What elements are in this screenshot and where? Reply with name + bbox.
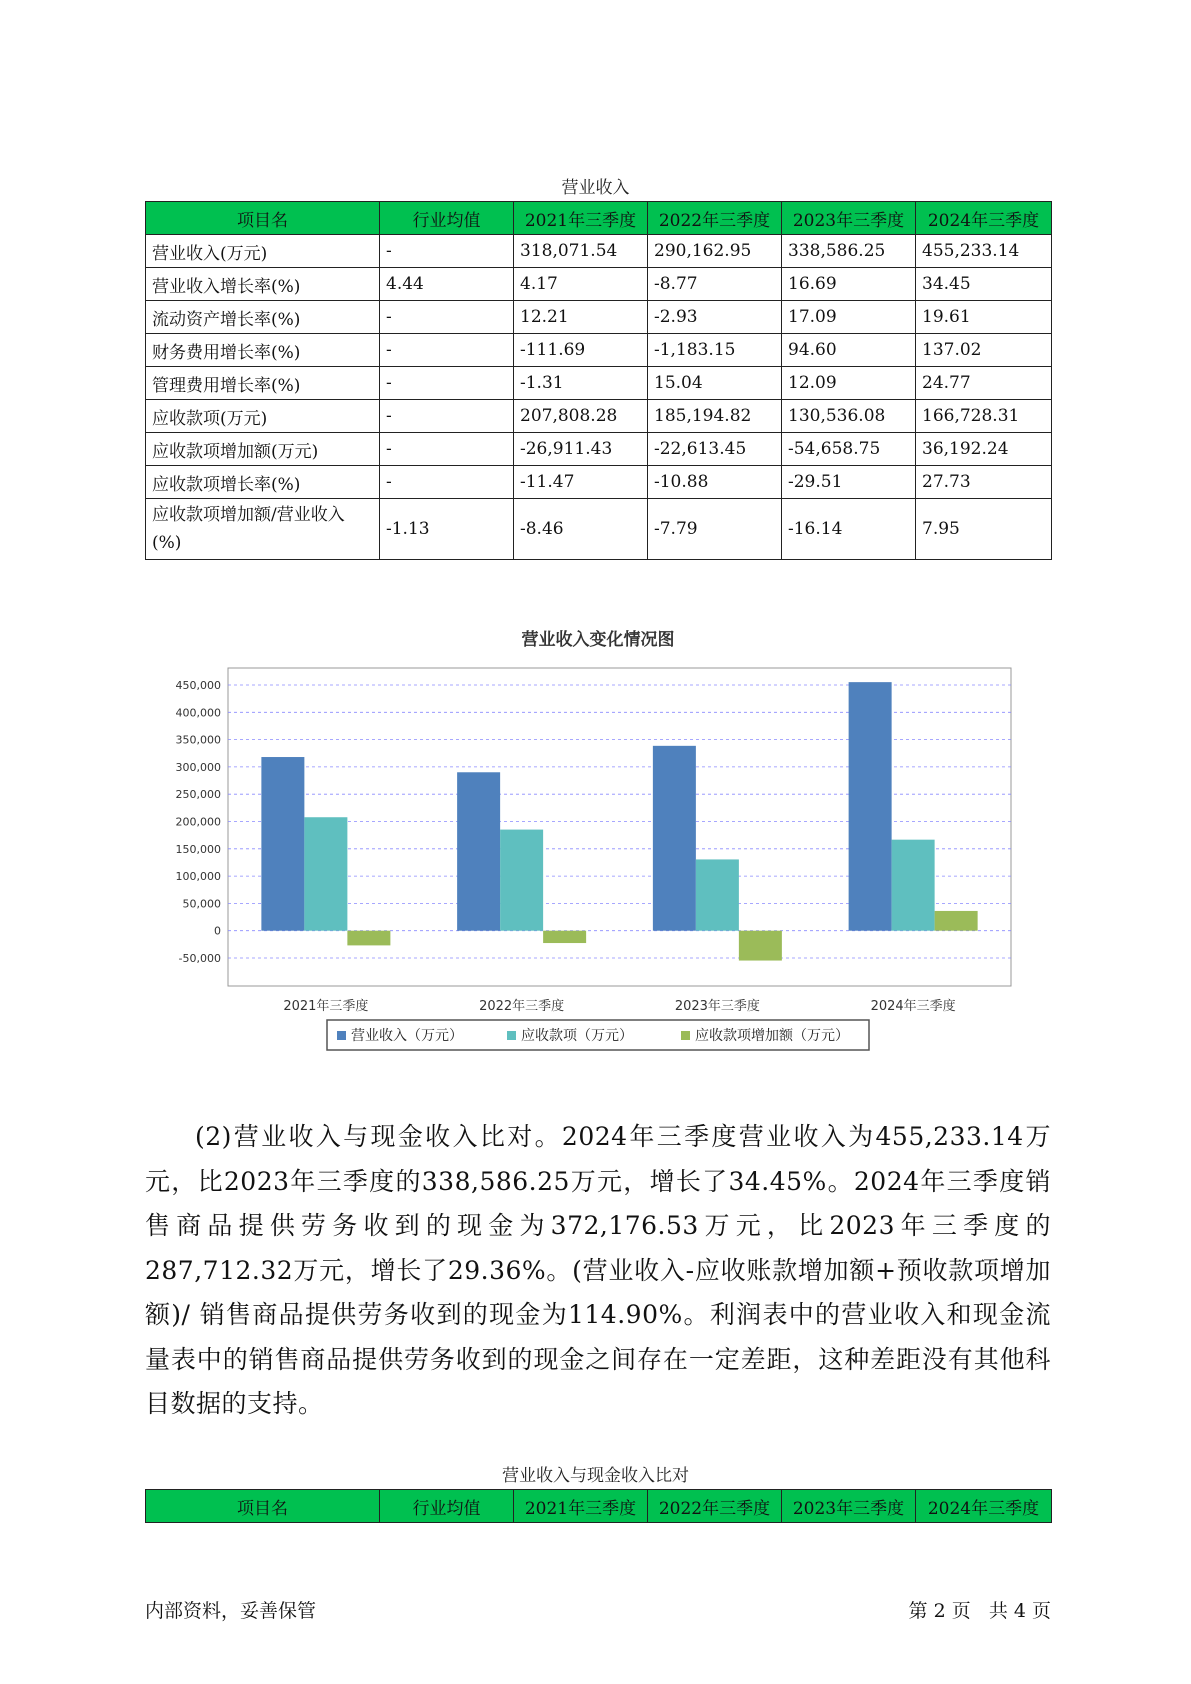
table-cell: 318,071.54 [514, 235, 648, 268]
table-row [146, 367, 1052, 400]
table-row [146, 334, 1052, 367]
column-header: 项目名 [146, 202, 380, 235]
row-label: 应收款项(万元) [146, 400, 380, 433]
analysis-paragraph [145, 1115, 1051, 1427]
table-row [146, 433, 1052, 466]
row-label: 应收款项增加额/营业收入(%) [146, 499, 380, 560]
row-label: 应收款项增加额(万元) [146, 433, 380, 466]
bar [500, 830, 543, 931]
column-header: 2024年三季度 [916, 202, 1052, 235]
x-tick-label: 2024年三季度 [870, 999, 956, 1014]
table-row [146, 466, 1052, 499]
chart-title: 营业收入变化情况图 [521, 630, 675, 650]
row-label: 流动资产增长率(%) [146, 301, 380, 334]
revenue-cash-table [145, 1489, 1052, 1523]
bar [935, 911, 978, 931]
row-label: 管理费用增长率(%) [146, 367, 380, 400]
revenue-chart [145, 620, 1051, 1070]
table-cell: 207,808.28 [514, 400, 648, 433]
table-cell: - [380, 334, 514, 367]
row-label: 应收款项增长率(%) [146, 466, 380, 499]
bar [739, 931, 782, 961]
chart-svg [145, 620, 1051, 1070]
y-tick-label: 200,000 [175, 815, 221, 829]
table-cell: 24.77 [916, 367, 1052, 400]
table-cell: - [380, 400, 514, 433]
table-cell: -11.47 [514, 466, 648, 499]
legend-label: 应收款项增加额（万元） [695, 1028, 849, 1044]
table-cell: 16.69 [782, 268, 916, 301]
table-cell: -8.46 [514, 499, 648, 560]
table-row [146, 301, 1052, 334]
legend-label: 应收款项（万元） [521, 1028, 633, 1044]
table-cell: -2.93 [648, 301, 782, 334]
column-header: 项目名 [146, 1490, 380, 1523]
footer-page-number: 第 2 页 共 4 页 [908, 1600, 1051, 1622]
bar [347, 931, 390, 946]
x-tick-label: 2023年三季度 [674, 999, 760, 1014]
table-cell: 12.09 [782, 367, 916, 400]
y-tick-label: 100,000 [175, 870, 221, 884]
table-header-row [146, 202, 1052, 235]
revenue-table [145, 201, 1052, 560]
row-label: 营业收入(万元) [146, 235, 380, 268]
table-cell: 185,194.82 [648, 400, 782, 433]
table-row [146, 400, 1052, 433]
column-header: 2021年三季度 [514, 1490, 648, 1523]
table-cell: -8.77 [648, 268, 782, 301]
bar [304, 817, 347, 930]
table-row [146, 499, 1052, 560]
table-cell: - [380, 235, 514, 268]
bar [653, 746, 696, 931]
bar [696, 859, 739, 930]
table-cell: 137.02 [916, 334, 1052, 367]
table-cell: -1,183.15 [648, 334, 782, 367]
bar [543, 931, 586, 943]
y-tick-label: 350,000 [175, 733, 221, 747]
table-cell: 338,586.25 [782, 235, 916, 268]
table-header-row [146, 1490, 1052, 1523]
bar [849, 682, 892, 931]
table-cell: 7.95 [916, 499, 1052, 560]
column-header: 2022年三季度 [648, 1490, 782, 1523]
table-cell: -1.13 [380, 499, 514, 560]
legend-swatch [507, 1031, 516, 1040]
table-row [146, 268, 1052, 301]
footer-left: 内部资料，妥善保管 [145, 1600, 317, 1622]
column-header: 2023年三季度 [782, 1490, 916, 1523]
table-cell: 27.73 [916, 466, 1052, 499]
y-tick-label: 400,000 [175, 706, 221, 720]
table-cell: 15.04 [648, 367, 782, 400]
table-cell: - [380, 367, 514, 400]
row-label: 财务费用增长率(%) [146, 334, 380, 367]
table-cell: 34.45 [916, 268, 1052, 301]
table-cell: -16.14 [782, 499, 916, 560]
table-cell: 4.17 [514, 268, 648, 301]
y-tick-label: 0 [214, 924, 221, 938]
y-tick-label: 150,000 [175, 842, 221, 856]
table-cell: 17.09 [782, 301, 916, 334]
table-cell: 19.61 [916, 301, 1052, 334]
legend-swatch [337, 1031, 346, 1040]
table-cell: -54,658.75 [782, 433, 916, 466]
column-header: 行业均值 [380, 202, 514, 235]
table-cell: 12.21 [514, 301, 648, 334]
table-caption: 营业收入 [561, 178, 630, 198]
x-tick-label: 2022年三季度 [479, 999, 565, 1014]
table-cell: 290,162.95 [648, 235, 782, 268]
table-cell: -22,613.45 [648, 433, 782, 466]
legend-label: 营业收入（万元） [351, 1028, 463, 1044]
y-tick-label: 300,000 [175, 760, 221, 774]
bar [892, 840, 935, 931]
row-label: 营业收入增长率(%) [146, 268, 380, 301]
table-cell: - [380, 301, 514, 334]
table-cell: -29.51 [782, 466, 916, 499]
table-cell: - [380, 433, 514, 466]
table-cell: -7.79 [648, 499, 782, 560]
column-header: 行业均值 [380, 1490, 514, 1523]
table-cell: -1.31 [514, 367, 648, 400]
column-header: 2021年三季度 [514, 202, 648, 235]
table-cell: 94.60 [782, 334, 916, 367]
table-cell: -26,911.43 [514, 433, 648, 466]
bar [261, 757, 304, 931]
legend-swatch [681, 1031, 690, 1040]
table-cell: 166,728.31 [916, 400, 1052, 433]
table-cell: -111.69 [514, 334, 648, 367]
table-caption-2: 营业收入与现金收入比对 [502, 1466, 689, 1486]
y-tick-label: 50,000 [182, 897, 221, 911]
table-cell: -10.88 [648, 466, 782, 499]
column-header: 2023年三季度 [782, 202, 916, 235]
table-cell: - [380, 466, 514, 499]
x-tick-label: 2021年三季度 [283, 999, 369, 1014]
table-row [146, 235, 1052, 268]
column-header: 2022年三季度 [648, 202, 782, 235]
column-header: 2024年三季度 [916, 1490, 1052, 1523]
y-tick-label: 250,000 [175, 788, 221, 802]
y-tick-label: -50,000 [178, 952, 221, 965]
table-cell: 455,233.14 [916, 235, 1052, 268]
table-cell: 130,536.08 [782, 400, 916, 433]
bar [457, 772, 500, 930]
table-cell: 4.44 [380, 268, 514, 301]
table-cell: 36,192.24 [916, 433, 1052, 466]
y-tick-label: 450,000 [175, 679, 221, 692]
paragraph-text: (2)营业收入与现金收入比对。2024年三季度营业收入为455,233.14万元，比2023年三季度的338,586.25万元，增长了34.45%。2024年三季度销售商品提供劳务收到的现金为372,176.53万元，比2023年三季度的287,712.32万元，增长了29.36%。(营业收入-应收账款增加额+预收款项增加额)/ 销售商品提供劳务收到的现金为114.90%。利润表中的营业收入和现金流量表中的销售商品提供劳务收到的现金之间存在一定差距，这种差距没有其他科目数据的支持。 [145, 1122, 1051, 1418]
